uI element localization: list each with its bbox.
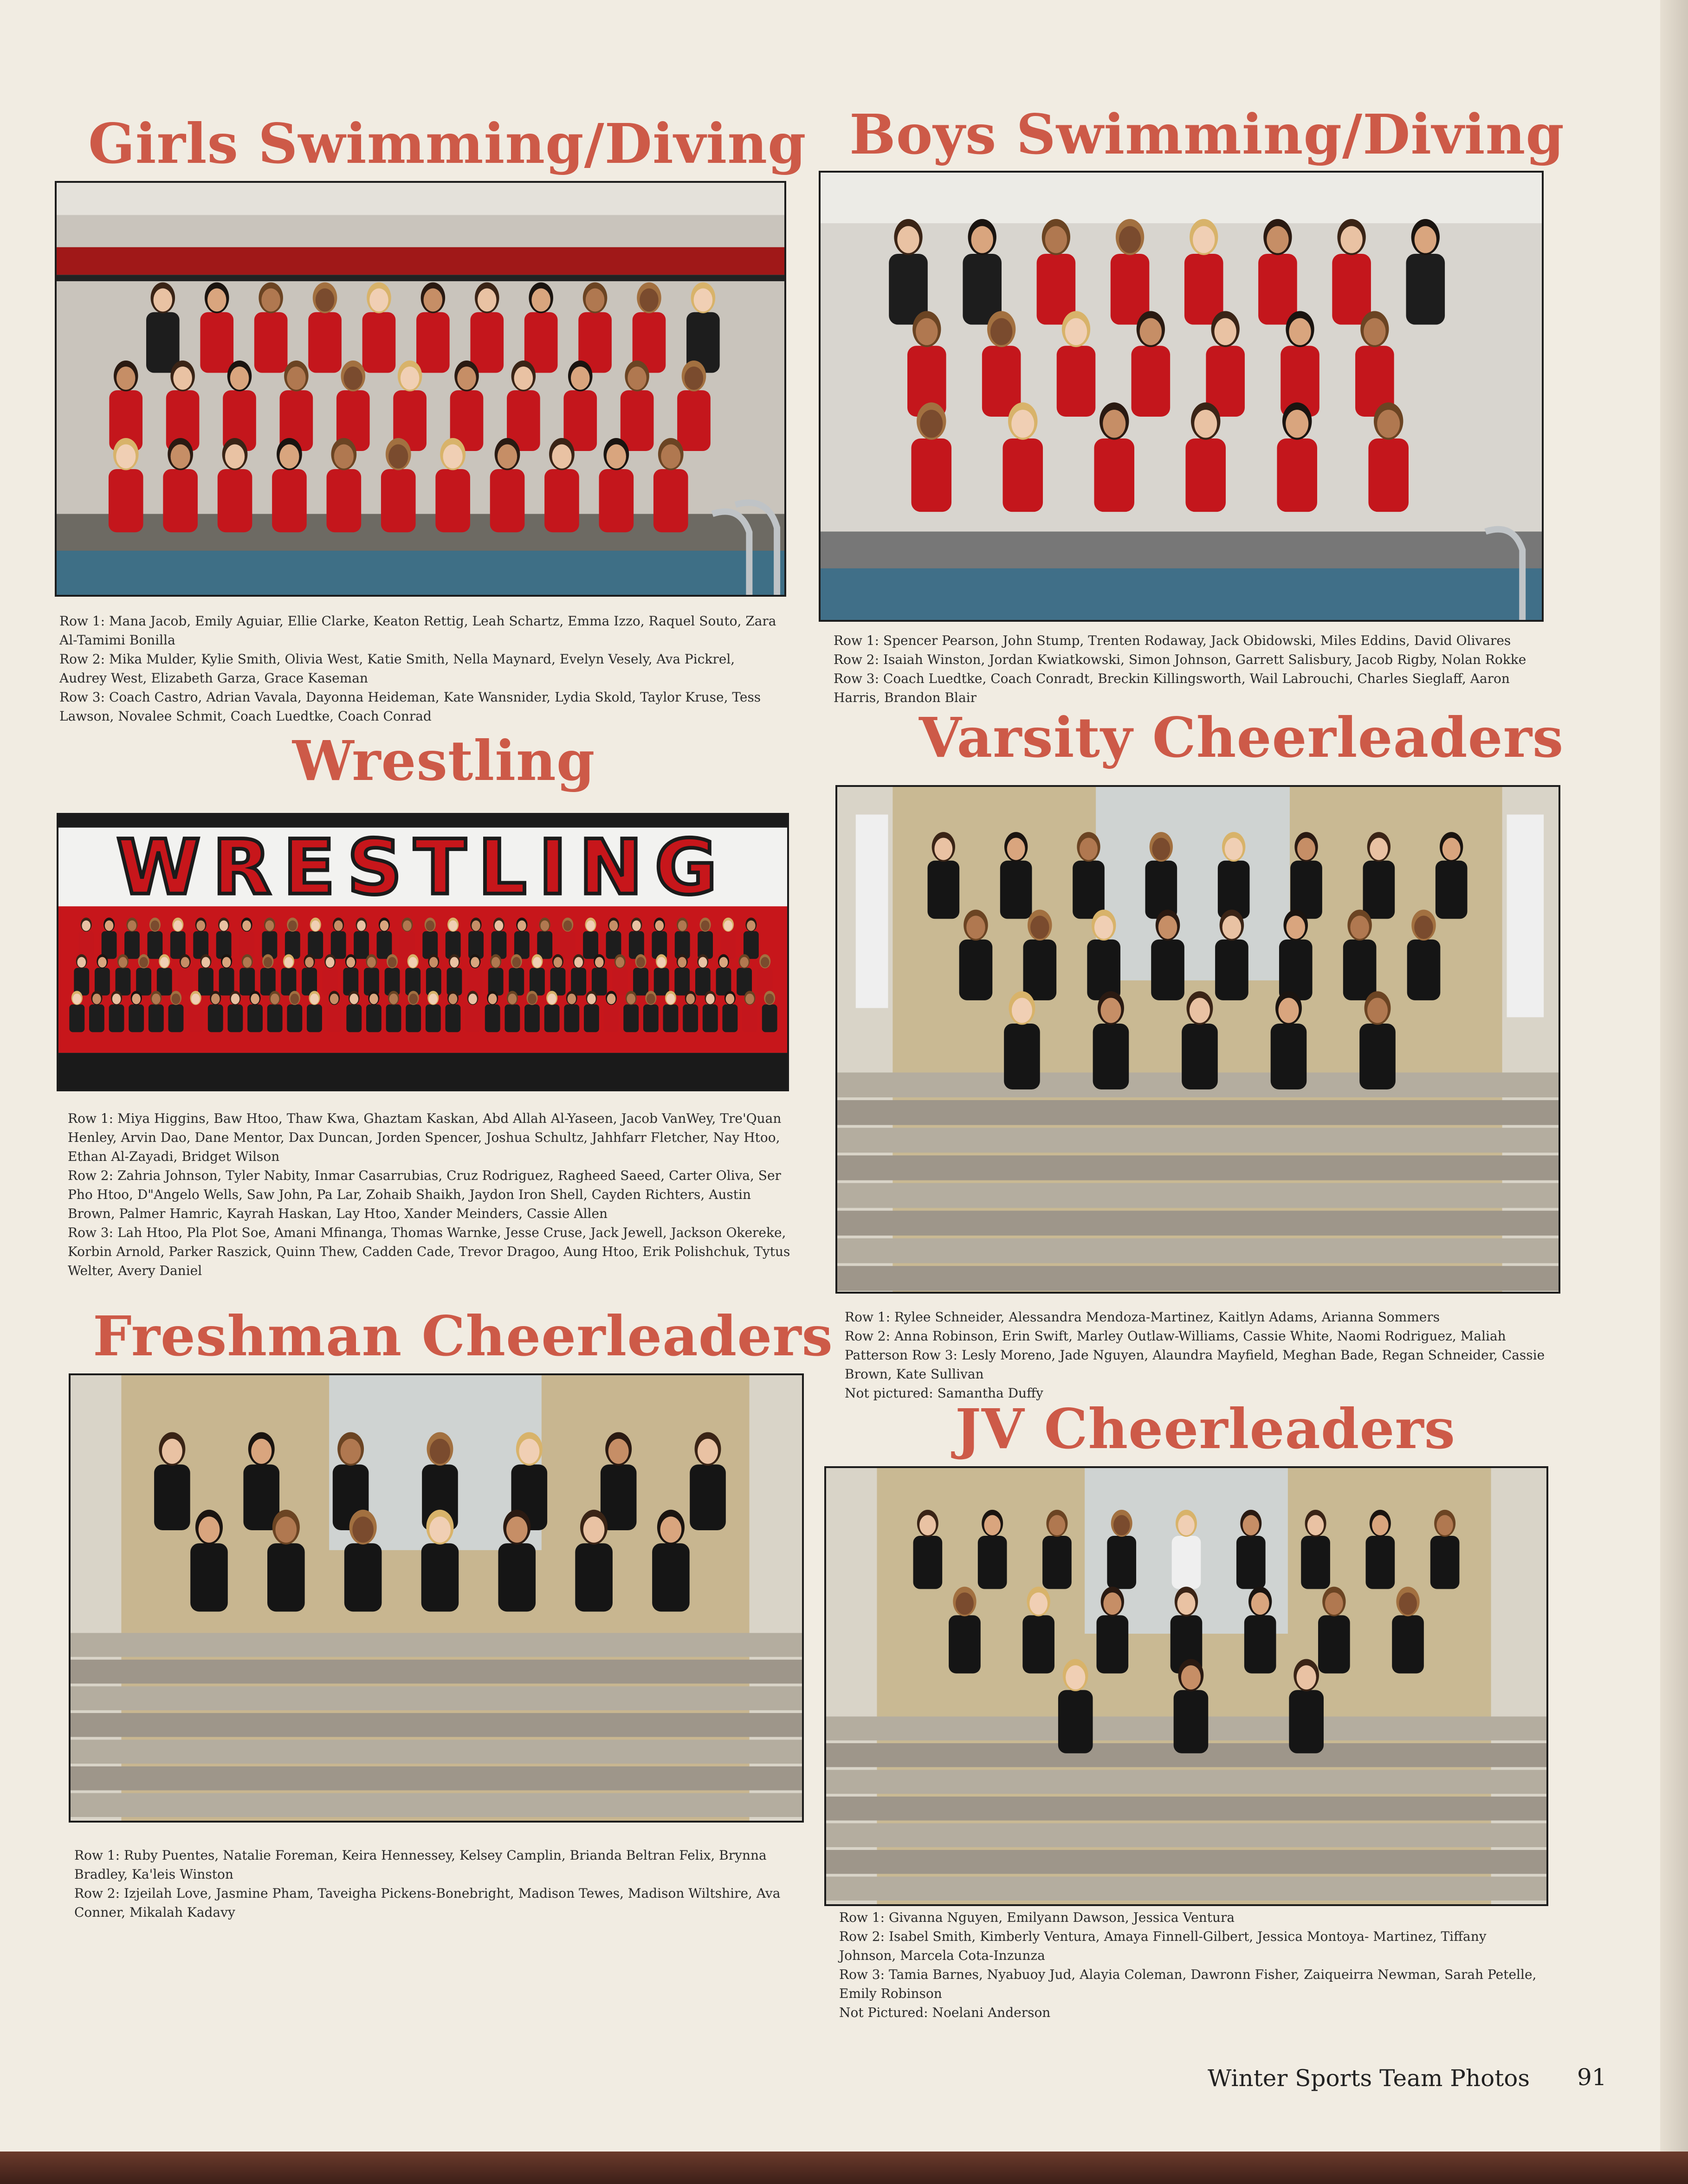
caption-row: Row 1: Miya Higgins, Baw Htoo, Thaw Kwa, Ghaztam Kaskan, Abd Allah Al-Yaseen, Jacob VanWey, Tre'Quan Henley, Arvin Dao, Dane Mentor, Dax Duncan, Jorden Spencer, Joshua Schultz, Jahhfarr Fletcher, Nay Htoo, Ethan Al-Zayadi, Bridget Wilson [68,1111,782,1164]
team-member [467,954,483,996]
team-member [447,954,462,996]
boys-swimming-photo [819,171,1544,622]
team-member [698,918,713,959]
team-member [514,918,530,959]
team-member [435,438,470,532]
team-member [170,918,186,959]
team-member [686,282,720,373]
team-member [465,991,480,1032]
team-member [907,311,946,417]
team-member [633,954,648,996]
team-member [509,954,524,996]
team-member [703,991,718,1032]
cheerleader [978,1510,1007,1589]
team-member [109,991,124,1032]
team-member [1277,402,1317,512]
team-member [281,954,297,996]
team-member [737,954,752,996]
cheerleader [267,1510,305,1612]
wrestling-caption [68,1109,792,1280]
cheerleader [1172,1510,1201,1589]
caption-row: Row 3: Lah Htoo, Pla Plot Soe, Amani Mfinanga, Thomas Warnke, Jesse Cruse, Jack Jewell, Jackson Okereke, Korbin Arnold, Parker Raszick, Quinn Thew, Cadden Cade, Trevor Dragoo, Aung Htoo, Erik Polishchuk, Tytus Welter, Avery Daniel [68,1225,790,1278]
team-member [524,282,558,373]
caption-row: Row 2: Anna Robinson, Erin Swift, Marley Outlaw-Williams, Cassie White, Naomi Rodriguez, Maliah Patterson Row 3: Lesly Moreno, Jade Nguyen, Alaundra Mayfield, Meghan Bade, Regan Schneider, Cassie Brown, Kate Sullivan [845,1328,1545,1382]
team-member [280,361,313,451]
team-member [308,918,323,959]
team-member [1406,219,1445,325]
cheerleader [1096,1587,1128,1674]
wrestling-photo [57,813,789,1091]
team-member [272,438,307,532]
cheerleader [927,832,959,919]
book-cover-edge [0,2152,1688,2184]
team-member [239,954,255,996]
team-member [1206,311,1245,417]
team-member [302,954,317,996]
cheerleader [344,1510,382,1612]
team-member [78,918,94,959]
team-member [74,954,89,996]
cheerleader [959,909,993,1000]
cheerleader [1000,832,1032,919]
team-member [492,918,507,959]
team-member [1037,219,1076,325]
team-member [247,991,263,1032]
team-member [166,361,200,451]
team-member [599,438,634,532]
caption-row: Row 1: Rylee Schneider, Alessandra Mendoza-Martinez, Kaitlyn Adams, Arianna Sommers [845,1309,1440,1325]
team-member [1002,402,1043,512]
cheerleader [1359,991,1396,1089]
team-member [426,991,441,1032]
team-member [537,918,552,959]
team-member [129,991,144,1032]
team-member [716,954,731,996]
team-member [109,361,142,451]
team-member [911,402,951,512]
caption-row: Row 1: Spencer Pearson, John Stump, Trenten Rodaway, Jack Obidowski, Miles Eddins, David Olivares [834,633,1511,648]
team-member [564,991,579,1032]
freshman-cheer-title: Freshman Cheerleaders [93,1304,833,1368]
team-member [89,991,104,1032]
team-member [323,954,338,996]
caption-row: Row 2: Isabel Smith, Kimberly Ventura, Amaya Finnell-Gilbert, Jessica Montoya- Martinez, Tiffany Johnson, Marcela Cota-Inzunza [839,1929,1487,1963]
team-member [377,918,392,959]
cheerleader [1279,909,1313,1000]
team-member [583,918,598,959]
team-member [530,954,545,996]
team-member [468,918,484,959]
team-member [560,918,576,959]
caption-row: Not Pictured: Noelani Anderson [839,2005,1051,2020]
caption-row: Row 2: Isaiah Winston, Jordan Kwiatkowski, Simon Johnson, Garrett Salisbury, Jacob Rigby, Nolan Rokke [834,652,1526,667]
cheerleader [1218,832,1250,919]
team-member [168,991,184,1032]
team-member [208,991,223,1032]
team-member [366,991,382,1032]
team-member [677,361,711,451]
cheerleader [190,1510,228,1612]
team-member [124,918,140,959]
varsity-cheer-title: Varsity Cheerleaders [919,705,1564,770]
team-member [163,438,198,532]
girls-swimming-photo [55,181,786,597]
caption-row: Row 2: Zahria Johnson, Tyler Nabity, Inmar Casarrubias, Cruz Rodriguez, Ragheed Saeed, Carter Oliva, Ser Pho Htoo, D"Angelo Wells, Saw John, Pa Lar, Zohaib Shaikh, Jaydon Iron Shell, Cayden Richters, Austin Brown, Palmer Hamric, Kayrah Haskan, Lay Htoo, Xander Meinders, Cassie Allen [68,1168,781,1221]
team-member [1258,219,1297,325]
team-member [721,918,736,959]
team-member [136,954,151,996]
team-member [490,438,525,532]
team-member [147,918,162,959]
team-member [149,991,164,1032]
team-member [177,954,193,996]
team-member [193,918,208,959]
team-member [405,954,420,996]
team-member [219,954,234,996]
team-member [188,991,203,1032]
team-member [571,954,586,996]
caption-row: Row 1: Mana Jacob, Emily Aguiar, Ellie Clarke, Keaton Rettig, Leah Schartz, Emma Izzo, Raquel Souto, Zara Al-Tamimi Bonilla [59,613,776,648]
cheerleader [1236,1510,1266,1589]
team-member [146,282,180,373]
cheerleader [1363,832,1395,919]
wrestling-banner-text: WRESTLING [116,823,730,912]
team-member [544,991,560,1032]
cheerleader [1004,991,1040,1089]
cheerleader [1392,1587,1424,1674]
cheerleader [498,1510,536,1612]
team-member [157,954,172,996]
team-member [381,438,416,532]
team-member [652,918,667,959]
team-member [239,918,254,959]
team-member [346,991,362,1032]
cheerleader [1244,1587,1276,1674]
team-member [426,954,441,996]
caption-row: Row 3: Coach Luedtke, Coach Conradt, Breckin Killingsworth, Wail Labrouchi, Charles Sieglaff, Aaron Harris, Brandon Blair [834,671,1510,705]
cheerleader [1271,991,1307,1089]
team-member [109,438,143,532]
team-member [218,438,252,532]
team-member [633,282,666,373]
page-edge [1660,0,1688,2184]
team-member [1332,219,1371,325]
team-member [327,438,362,532]
team-member [762,991,777,1032]
team-member [336,361,370,451]
freshman-cheer-caption [74,1846,798,1922]
team-member [227,991,243,1032]
team-member [982,311,1021,417]
team-member [362,282,396,373]
team-member [1132,311,1171,417]
team-member [216,918,232,959]
team-member [663,991,679,1032]
team-member [1057,311,1096,417]
team-member [200,282,233,373]
cheerleader [1290,832,1322,919]
team-member [393,361,427,451]
page-number: 91 [1577,2064,1607,2091]
team-member [446,918,461,959]
team-member [262,918,278,959]
team-member [1111,219,1150,325]
team-member [654,954,669,996]
team-member [757,954,773,996]
team-member [629,918,644,959]
team-member [578,282,612,373]
team-member [1355,311,1394,417]
team-member [308,282,342,373]
cheerleader [154,1432,190,1530]
cheerleader [1087,909,1120,1000]
cheerleader [949,1587,981,1674]
varsity-cheer-caption [845,1308,1559,1403]
cheerleader [1145,832,1177,919]
team-member [95,954,110,996]
team-member [524,991,540,1032]
team-member [507,361,540,451]
cheerleader [1407,909,1441,1000]
cheerleader [601,1432,637,1530]
team-member [287,991,302,1032]
cheerleader [1436,832,1468,919]
team-member [422,918,438,959]
cheerleader [1301,1510,1330,1589]
team-member [267,991,283,1032]
team-member [198,954,213,996]
team-member [504,991,520,1032]
team-member [653,438,688,532]
team-member [327,991,342,1032]
team-member [1368,402,1409,512]
team-member [69,991,84,1032]
team-member [485,991,500,1032]
team-member [683,991,698,1032]
cheerleader [1023,909,1057,1000]
boys-swimming-title: Boys Swimming/Diving [849,102,1565,167]
cheerleader [1182,991,1218,1089]
team-member [742,991,757,1032]
team-member [889,219,928,325]
team-member [254,282,288,373]
varsity-cheer-photo [835,785,1560,1294]
team-member [563,361,597,451]
team-member [354,918,369,959]
caption-row: Not pictured: Samantha Duffy [845,1385,1043,1401]
cheerleader [1430,1510,1460,1589]
caption-row: Row 3: Coach Castro, Adrian Vavala, Dayonna Heideman, Kate Wansnider, Lydia Skold, Taylor Kruse, Tess Lawson, Novalee Schmit, Coach Luedtke, Coach Conrad [59,689,761,724]
cheerleader [421,1510,459,1612]
team-member [584,991,599,1032]
cheerleader [243,1432,279,1530]
team-member [1185,402,1226,512]
cheerleader [1215,909,1248,1000]
team-member [343,954,358,996]
cheerleader [1289,1659,1324,1753]
cheerleader [1058,1659,1093,1753]
team-member [744,918,759,959]
team-member [102,918,117,959]
team-member [606,918,621,959]
team-member [963,219,1002,325]
team-member [695,954,711,996]
team-member [623,991,639,1032]
cheerleader [1151,909,1184,1000]
wrestling-title: Wrestling [292,728,595,793]
cheerleader [1042,1510,1072,1589]
team-member [307,991,322,1032]
team-member [331,918,346,959]
jv-cheer-title: JV Cheerleaders [955,1397,1456,1461]
cheerleader [690,1432,726,1530]
team-member [550,954,566,996]
team-member [385,954,400,996]
team-member [592,954,607,996]
team-member [446,991,461,1032]
team-member [470,282,504,373]
cheerleader [652,1510,690,1612]
team-member [544,438,579,532]
team-member [406,991,421,1032]
team-member [722,991,737,1032]
cheerleader [1174,1659,1209,1753]
girls-swimming-caption [59,612,783,726]
caption-row: Row 1: Givanna Nguyen, Emilyann Dawson, Jessica Ventura [839,1910,1235,1925]
cheerleader [1318,1587,1350,1674]
team-member [386,991,401,1032]
caption-row: Row 2: Mika Mulder, Kylie Smith, Olivia West, Katie Smith, Nella Maynard, Evelyn Vesely, Ava Pickrel, Audrey West, Elizabeth Garza, Grace Kaseman [59,651,735,686]
freshman-cheer-photo [69,1373,804,1823]
team-member [450,361,484,451]
cheerleader [1107,1510,1136,1589]
team-member [675,918,690,959]
team-member [223,361,256,451]
team-member [400,918,415,959]
cheerleader [575,1510,613,1612]
team-member [612,954,627,996]
jv-cheer-photo [824,1466,1548,1906]
team-member [364,954,379,996]
team-member [1094,402,1134,512]
team-member [488,954,504,996]
team-member [604,991,619,1032]
caption-row: Row 2: Izjeilah Love, Jasmine Pham, Taveigha Pickens-Bonebright, Madison Tewes, Madison Wiltshire, Ava Conner, Mikalah Kadavy [74,1886,781,1920]
cheerleader [1093,991,1129,1089]
cheerleader [1073,832,1105,919]
boys-swimming-caption [834,631,1539,707]
team-member [1281,311,1319,417]
team-member [1184,219,1223,325]
cheerleader [913,1510,943,1589]
team-member [116,954,131,996]
team-member [621,361,654,451]
jv-cheer-caption [839,1908,1545,2022]
footer-section-label: Winter Sports Team Photos [1208,2065,1530,2092]
cheerleader [1366,1510,1395,1589]
girls-swimming-title: Girls Swimming/Diving [88,111,807,176]
team-member [260,954,276,996]
caption-row: Row 3: Tamia Barnes, Nyabuoy Jud, Alayia Coleman, Dawronn Fisher, Zaiqueirra Newman, Sarah Petelle, Emily Robinson [839,1967,1537,2001]
cheerleader [1343,909,1377,1000]
cheerleader [1022,1587,1054,1674]
team-member [643,991,659,1032]
team-member [674,954,690,996]
team-member [416,282,450,373]
caption-row: Row 1: Ruby Puentes, Natalie Foreman, Keira Hennessey, Kelsey Camplin, Brianda Beltran Felix, Brynna Bradley, Ka'leis Winston [74,1848,767,1882]
team-member [285,918,300,959]
